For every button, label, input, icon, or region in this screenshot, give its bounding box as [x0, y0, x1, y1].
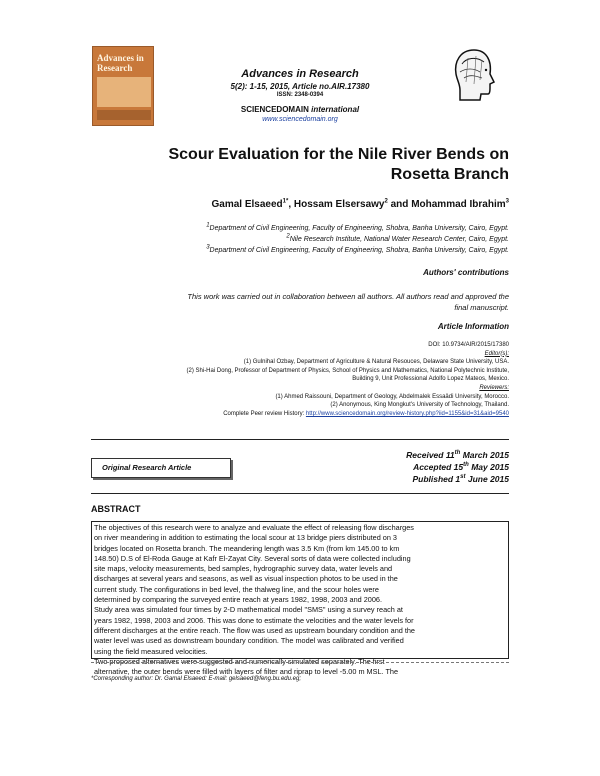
- author-sup: 3: [505, 198, 509, 205]
- title-line-1: Scour Evaluation for the Nile River Bends on: [168, 146, 509, 163]
- article-info-heading: Article Information: [437, 322, 509, 331]
- editor-entry: (2) Shi-Hai Dong, Professor of Department of Physics, School of Physics and Mathematics, National Polytechnic Institute,: [186, 367, 509, 374]
- affiliation: [29, 235, 509, 245]
- doi: DOI: 10.9734/AIR/2015/17380: [428, 342, 509, 348]
- contributions-line: final manuscript.: [454, 303, 509, 312]
- abstract-line: using the field measured velocities.: [94, 646, 208, 656]
- abstract-line: discharges at several years and seasons, as well as visual inspection photos to be used in the: [94, 574, 398, 584]
- footnote-divider: [91, 662, 509, 663]
- publisher-url[interactable]: www.sciencedomain.org: [262, 116, 338, 123]
- reviewer-entry: (1) Ahmed Raissouni, Department of Geology, Abdelmalek Essaâdi University, Morocco.: [275, 393, 509, 400]
- publisher-logo-icon: [446, 44, 502, 106]
- author-sup: 2: [384, 198, 388, 205]
- abstract-line: years 1982, 1998, 2003 and 2006. This was done to estimate the velocities and the water levels for: [94, 615, 414, 625]
- reviewers-label: Reviewers:: [479, 384, 509, 391]
- author-sup: 1*: [282, 198, 289, 205]
- abstract-line: current study. The configurations in bed level, the thalweg line, and the scour holes were: [94, 584, 379, 594]
- publisher-line: [160, 105, 440, 114]
- affiliation: [29, 224, 509, 234]
- article-info: [39, 341, 509, 418]
- abstract-line: on river meandering in addition to estimating the local scour at 13 bridge piers distributed on 3: [94, 533, 397, 543]
- author-name: Gamal Elsaeed: [211, 199, 283, 210]
- affiliation-text: Department of Civil Engineering, Faculty of Engineering, Shobra, Banha University, Cairo, Egypt.: [209, 247, 509, 254]
- published-date: Published 1st June 2015: [412, 474, 509, 484]
- reviewer-entry: (2) Anonymous, King Mongkut's University of Technology, Thailand.: [330, 402, 509, 409]
- corresponding-author-footnote: *Corresponding author: Dr. Gamal Elsaeed: E-mail: gelsaeed@feng.bu.edu.eg;: [91, 676, 301, 682]
- affiliation: [29, 246, 509, 256]
- volume-line: 5(2): 1-15, 2015, Article no.AIR.17380: [230, 82, 370, 91]
- affiliation-sup: 2: [286, 233, 290, 240]
- abstract-line: Two proposed alternatives were suggested and numerically simulated separately. The first: [94, 656, 385, 666]
- editor-entry: (1) Gulnihal Ozbay, Department of Agriculture & Natural Resouces, Delaware State University, USA.: [243, 359, 509, 366]
- abstract-line: 148.50) D.S of El-Roda Gauge at Kafr El-Zayat City. Several sorts of data were collected including: [94, 553, 411, 563]
- article-type-badge: Original Research Article: [91, 458, 231, 478]
- cover-footer-band: [97, 110, 151, 120]
- divider: [91, 439, 509, 440]
- author-name: Hossam Elsersawy: [293, 199, 385, 210]
- editor-entry: Building 9, Unit Professional Adolfo Lopez Mateos, Mexico.: [352, 376, 509, 383]
- abstract-line: determined by comparing the surveyed entire reach at years 1982, 1998, 2003 and 2006.: [94, 595, 383, 605]
- contributions-text: [89, 291, 509, 313]
- paper-title: [109, 145, 509, 185]
- cover-graphic: [97, 77, 151, 107]
- publisher-name: SCIENCEDOMAIN: [240, 105, 309, 114]
- affiliation-sup: 3: [206, 244, 210, 251]
- abstract-line: site maps, velocity measurements, bed samples, hydrographic survey data, water levels and: [94, 564, 393, 574]
- author-name: Mohammad Ibrahim: [411, 199, 506, 210]
- journal-cover-image: [92, 46, 154, 126]
- issn: ISSN: 2348-0394: [276, 92, 324, 98]
- abstract-line: Study area was simulated four times by 2-D mathematical model "SMS" using a survey reach at: [94, 605, 403, 615]
- accepted-date: Accepted 15th May 2015: [413, 462, 509, 472]
- author-list: [29, 199, 509, 210]
- peer-review-link[interactable]: http://www.sciencedomain.org/review-history.php?iid=1155&id=31&aid=9540: [305, 410, 509, 417]
- affiliation-sup: 1: [206, 222, 210, 229]
- contributions-heading: Authors' contributions: [423, 268, 509, 277]
- contributions-line: This work was carried out in collaboration between all authors. All authors read and approved the: [187, 292, 509, 301]
- publisher-suffix: international: [311, 105, 360, 114]
- author-separator: ,: [288, 199, 294, 210]
- abstract-line: The objectives of this research were to analyze and evaluate the effect of releasing flow discharges: [94, 523, 414, 532]
- abstract-line: bridges located on Rosetta branch. The meandering length was 3.5 Km (from km 145.00 to km: [94, 543, 400, 553]
- affiliation-text: Department of Civil Engineering, Faculty of Engineering, Shobra, Banha University, Cairo, Egypt.: [209, 225, 509, 232]
- cover-title: Advances in Research: [97, 53, 144, 73]
- author-separator: and: [387, 199, 412, 210]
- article-dates: [289, 449, 509, 485]
- title-line-2: Rosetta Branch: [390, 166, 509, 183]
- peer-review-line: [39, 410, 509, 419]
- peer-review-label: Complete Peer review History:: [223, 410, 306, 417]
- journal-name: Advances in Research: [241, 68, 359, 80]
- affiliation-text: Nile Research Institute, National Water Research Center, Cairo, Egypt.: [289, 236, 509, 243]
- abstract-line: water level was used as downstream boundary condition. The model was calibrated and verified: [94, 636, 404, 646]
- received-date: Received 11th March 2015: [406, 450, 509, 460]
- abstract-line: alternative, the outer bends were filled with layers of filter and riprap to level -5.00 m MSL. The: [94, 667, 399, 677]
- abstract-line: different discharges at the entire reach. The flow was used as upstream boundary condition and the: [94, 625, 415, 635]
- divider: [91, 493, 509, 494]
- editors-label: Editor(s):: [484, 350, 509, 357]
- abstract-heading: ABSTRACT: [91, 504, 141, 514]
- abstract-text: [94, 523, 506, 677]
